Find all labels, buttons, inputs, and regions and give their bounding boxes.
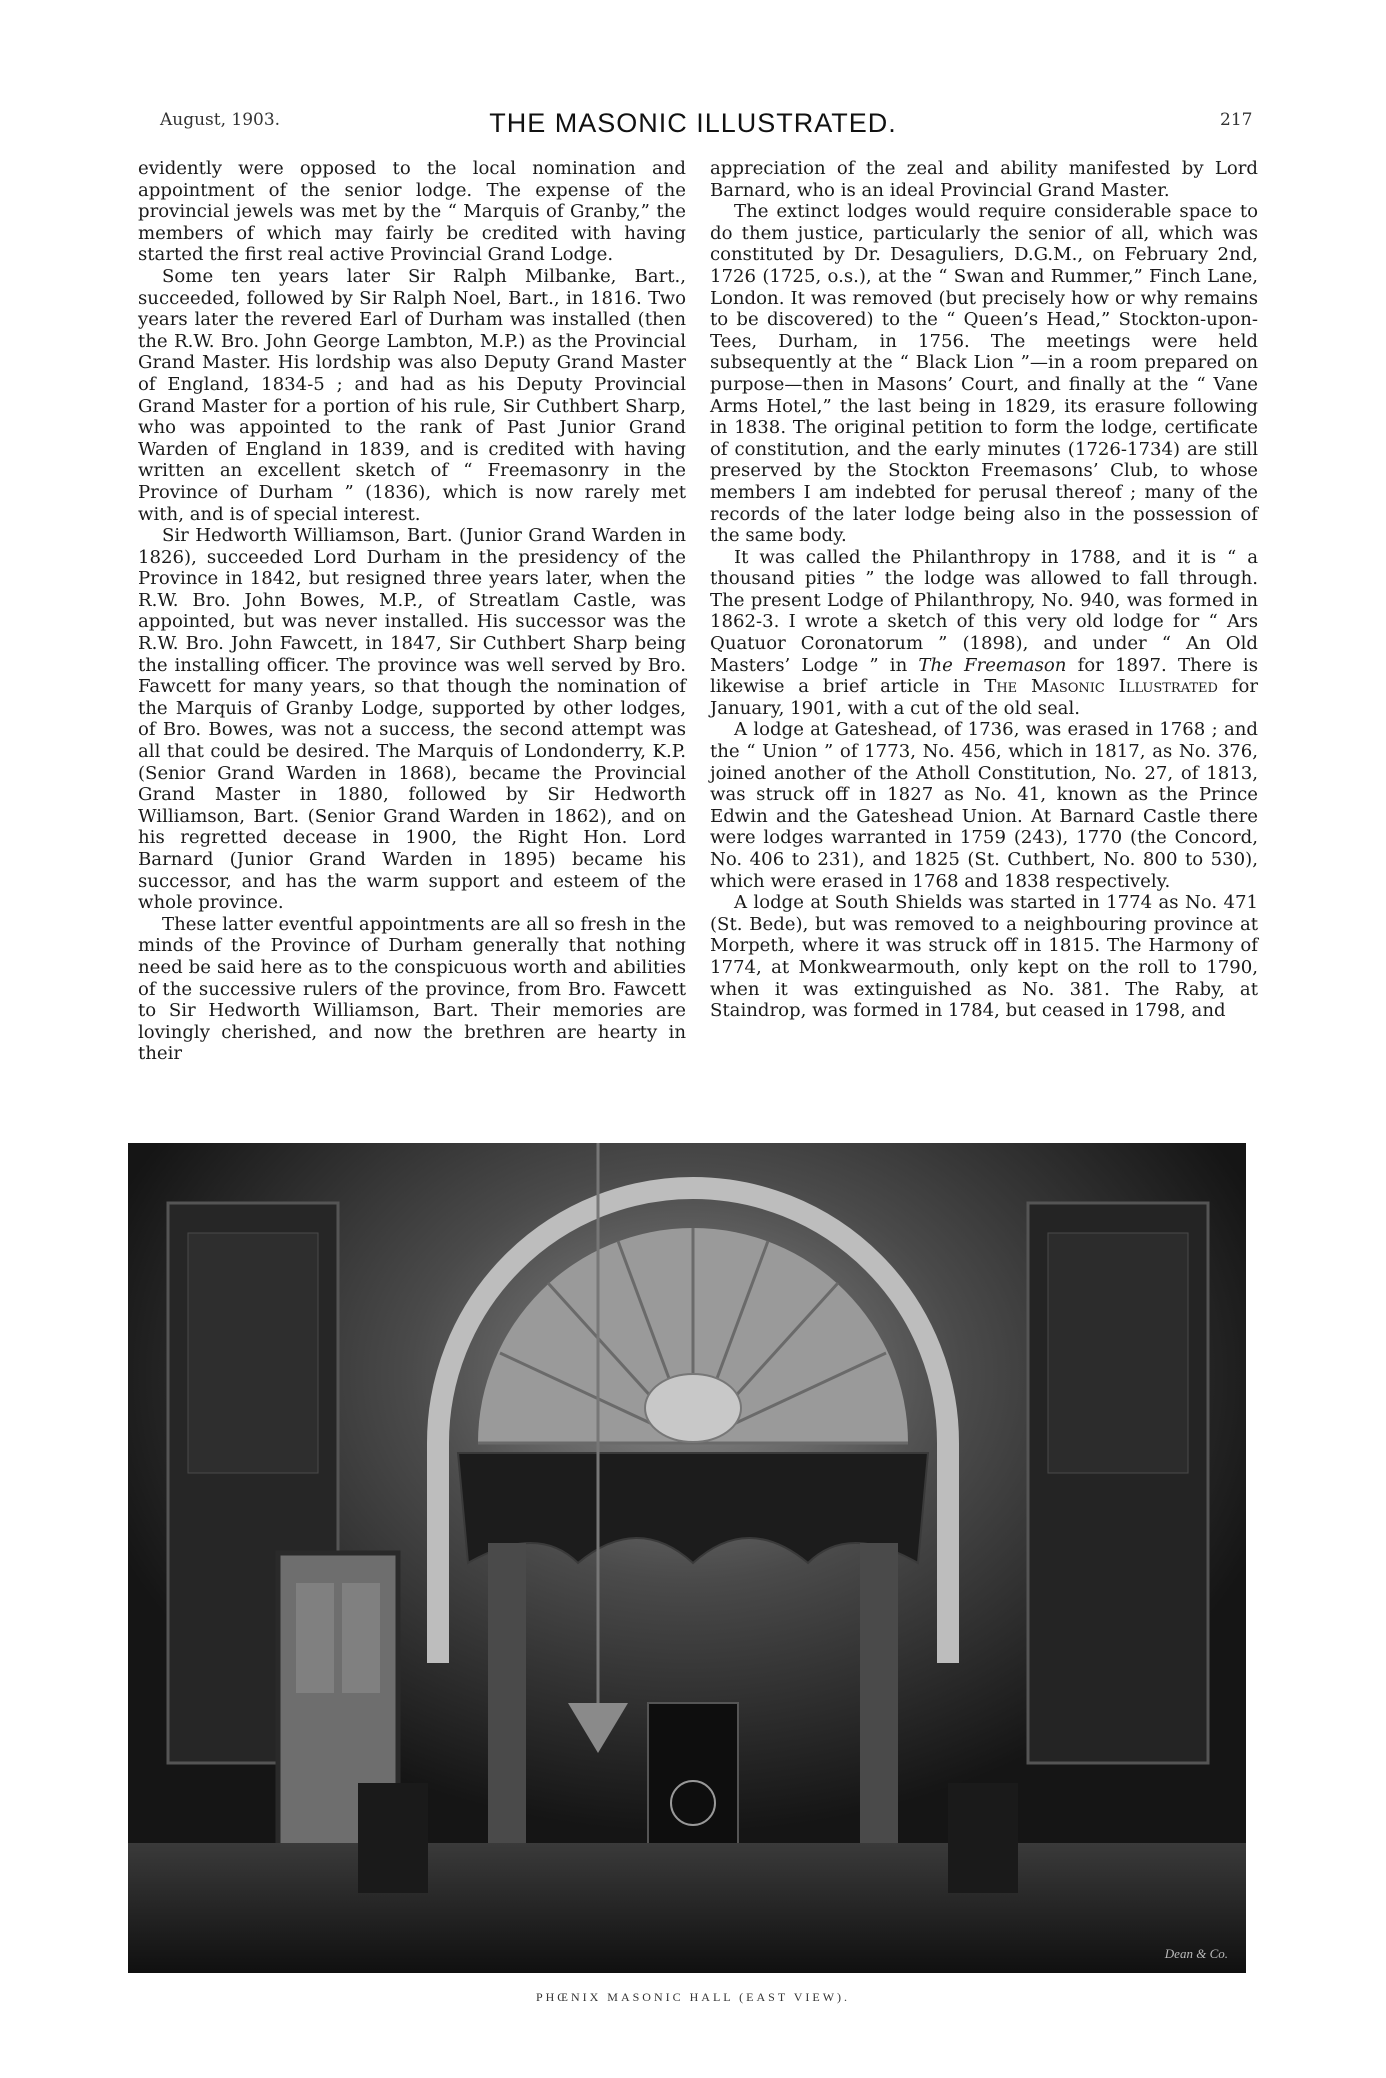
text-run: It was called the Philanthropy in 1788, and it is “ a thousand pities ” the lodge was allowed to fall through. The present Lodge of Philanthropy, No. 940, was formed in 1862-3. I wrote a sketch of this very old lodge for “ Ars Quatuor Coronatorum ” (1898), and under “ An Old Masters’ Lodge ” in bbox=[710, 546, 1258, 676]
text-run: for 1897. There is likewise a brief article in bbox=[710, 654, 1258, 698]
text-run: for January, 1901, with a cut of the old seal. bbox=[710, 676, 1258, 719]
photographer-mark: Dean & Co. bbox=[1164, 1946, 1228, 1961]
paragraph: Sir Hedworth Williamson, Bart. (Junior Grand Warden in 1826), succeeded Lord Durham in the presidency of the Province in 1842, but resigned three years later, when the R.W. Bro. John Bowes, M.P., of Streatlam Castle, was appointed, but was never installed. His successor was the R.W. Bro. John Fawcett, in 1847, Sir Cuthbert Sharp being the installing officer. The province was well served by Bro. Fawcett for many years, so that though the nomination of the Marquis of Granby Lodge, supported by other lodges, of Bro. Bowes, was not a success, the second attempt was all that could be desired. The Marquis of Londonderry, K.P. (Senior Grand Warden in 1868), became the Provincial Grand Master in 1880, followed by Sir Hedworth Williamson, Bart. (Senior Grand Warden in 1862), and on his regretted decease in 1900, the Right Hon. Lord Barnard (Junior Grand Warden in 1895) became his successor, and has the warm support and esteem of the whole province. bbox=[138, 525, 686, 914]
publication-name: The Freemason bbox=[918, 654, 1067, 676]
hall-photograph bbox=[128, 1143, 1246, 1973]
paragraph: Some ten years later Sir Ralph Milbanke, Bart., succeeded, followed by Sir Ralph Noel, Bart., in 1816. Two years later the revered Earl of Durham was installed (then the R.W. Bro. John George Lambton, M.P.) as the Provincial Grand Master. His lordship was also Deputy Grand Master of England, 1834-5 ; and had as his Deputy Provincial Grand Master for a portion of his rule, Sir Cuthbert Sharp, who was appointed to the rank of Past Junior Grand Warden of England in 1839, and is credited with having written an excellent sketch of “ Freemasonry in the Province of Durham ” (1836), which is now rarely met with, and is of special interest. bbox=[138, 265, 686, 525]
publication-title: THE MASONIC ILLUSTRATED. bbox=[489, 108, 897, 138]
paragraph: A lodge at South Shields was started in 1774 as No. 471 (St. Bede), but was removed to a neighbouring province at Morpeth, where it was struck off in 1815. The Harmony of 1774, at Monkwearmouth, only kept on the roll to 1790, when it was extinguished as No. 381. The Raby, at Staindrop, was formed in 1784, but ceased in 1798, and bbox=[710, 892, 1258, 1022]
paragraph: evidently were opposed to the local nomination and appointment of the senior lodge. The expense of the provincial jewels was met by the “ Marquis of Granby,” the members of which may fairly be credited with having started the first real active Provincial Grand Lodge. bbox=[138, 158, 686, 266]
paragraph: A lodge at Gateshead, of 1736, was erased in 1768 ; and the “ Union ” of 1773, No. 456, which in 1817, as No. 376, joined another of the Atholl Constitution, No. 27, of 1813, was struck off in 1827 as No. 41, known as the Prince Edwin and the Gateshead Union. At Barnard Castle there were lodges warranted in 1759 (243), 1770 (the Concord, No. 406 to 231), and 1825 (St. Cuthbert, No. 800 to 530), which were erased in 1768 and 1838 respectively. bbox=[710, 719, 1258, 892]
publication-name: The Masonic Illustrated bbox=[984, 676, 1218, 698]
left-column bbox=[138, 158, 686, 1065]
paragraph bbox=[710, 547, 1258, 720]
page-header bbox=[0, 108, 1386, 138]
paragraph: The extinct lodges would require considerable space to do them justice, particularly the senior of all, which was constituted by Dr. Desaguliers, D.G.M., on February 2nd, 1726 (1725, o.s.), at the “ Swan and Rummer,” Finch Lane, London. It was removed (but precisely how or why remains to be discovered) to the “ Queen’s Head,” Stockton-upon-Tees, Durham, in 1756. The meetings were held subsequently at the “ Black Lion ”—in a room prepared on purpose—then in Masons’ Court, and finally at the “ Vane Arms Hotel,” the last being in 1829, its erasure following in 1838. The original petition to form the lodge, certificate of constitution, and the early minutes (1726-1734) are still preserved by the Stockton Freemasons’ Club, to whose members I am indebted for perusal thereof ; many of the records of the later lodge being also in the possession of the same body. bbox=[710, 201, 1258, 547]
page-number: 217 bbox=[1220, 110, 1253, 130]
figure-caption: PHŒNIX MASONIC HALL (EAST VIEW). bbox=[535, 1990, 851, 2004]
paragraph: appreciation of the zeal and ability manifested by Lord Barnard, who is an ideal Provincial Grand Master. bbox=[710, 158, 1258, 201]
paragraph: These latter eventful appointments are all so fresh in the minds of the Province of Durham generally that nothing need be said here as to the conspicuous worth and abilities of the successive rulers of the province, from Bro. Fawcett to Sir Hedworth Williamson, Bart. Their memories are lovingly cherished, and now the brethren are hearty in their bbox=[138, 913, 686, 1065]
right-column bbox=[710, 158, 1258, 1022]
issue-date: August, 1903. bbox=[160, 110, 281, 130]
